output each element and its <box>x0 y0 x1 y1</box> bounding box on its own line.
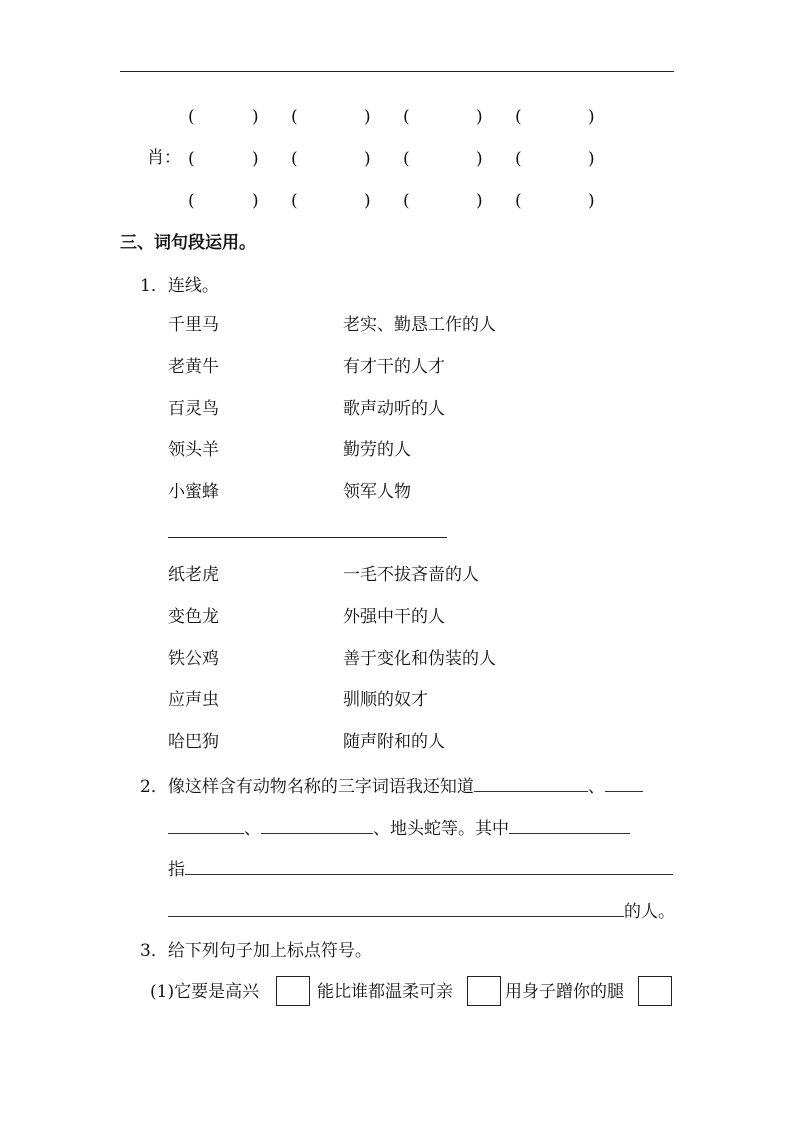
q3-label: 3．给下列句子加上标点符号。 <box>140 941 372 961</box>
q2-separator: 、 <box>587 777 605 797</box>
paren-row-label: 肖： <box>147 148 181 168</box>
answer-blank[interactable] <box>261 817 373 834</box>
close-paren: ) <box>588 191 595 211</box>
match-right-item: 歌声动听的人 <box>343 399 445 419</box>
match-left-item: 千里马 <box>168 315 219 335</box>
close-paren: ) <box>252 107 259 127</box>
q1-label: 1．连线。 <box>140 276 219 296</box>
match-right-item: 有才干的人才 <box>343 357 445 377</box>
open-paren: ( <box>188 107 195 127</box>
q2-line-2 <box>168 817 630 839</box>
match-left-item: 纸老虎 <box>168 565 219 585</box>
match-right-item: 善于变化和伪装的人 <box>343 649 496 669</box>
match-left-item: 百灵鸟 <box>168 399 219 419</box>
close-paren: ) <box>476 107 483 127</box>
close-paren: ) <box>252 191 259 211</box>
section-heading: 三、词句段运用。 <box>120 233 256 253</box>
q3-sentence-part: (1)它要是高兴 <box>150 982 260 1002</box>
match-left-item: 领头羊 <box>168 440 219 460</box>
punctuation-box[interactable] <box>467 976 501 1006</box>
group-divider <box>168 537 447 538</box>
close-paren: ) <box>364 149 371 169</box>
match-right-item: 随声附和的人 <box>343 732 445 752</box>
q2-zhi: 指 <box>168 860 185 880</box>
q3-sentence-part: 能比谁都温柔可亲 <box>317 982 453 1002</box>
close-paren: ) <box>476 149 483 169</box>
answer-blank[interactable] <box>474 775 588 792</box>
match-left-item: 应声虫 <box>168 690 219 710</box>
q2-label: 2．像这样含有动物名称的三字词语我还知道 <box>140 777 474 797</box>
open-paren: ( <box>291 149 298 169</box>
open-paren: ( <box>515 107 522 127</box>
q3-sentence-part: 用身子蹭你的腿 <box>505 982 624 1002</box>
q2-mid-text: 、地头蛇等。其中 <box>373 819 509 839</box>
q2-end: 的人。 <box>624 902 675 922</box>
answer-blank[interactable] <box>605 775 643 792</box>
open-paren: ( <box>188 191 195 211</box>
open-paren: ( <box>403 149 410 169</box>
open-paren: ( <box>291 107 298 127</box>
top-divider <box>120 71 674 72</box>
close-paren: ) <box>252 149 259 169</box>
match-left-item: 哈巴狗 <box>168 732 219 752</box>
match-left-item: 老黄牛 <box>168 357 219 377</box>
match-left-item: 铁公鸡 <box>168 649 219 669</box>
answer-blank[interactable] <box>185 858 673 875</box>
match-right-item: 一毛不拔吝啬的人 <box>343 565 479 585</box>
answer-blank[interactable] <box>168 900 624 917</box>
q2-separator: 、 <box>244 819 261 839</box>
answer-blank[interactable] <box>168 817 244 834</box>
punctuation-box[interactable] <box>276 976 310 1006</box>
open-paren: ( <box>515 149 522 169</box>
q2-line-1 <box>140 775 643 797</box>
close-paren: ) <box>364 191 371 211</box>
open-paren: ( <box>403 191 410 211</box>
open-paren: ( <box>188 149 195 169</box>
close-paren: ) <box>476 191 483 211</box>
q2-line-3 <box>168 858 673 880</box>
open-paren: ( <box>291 191 298 211</box>
match-right-item: 领军人物 <box>343 482 411 502</box>
punctuation-box[interactable] <box>638 976 672 1006</box>
match-right-item: 外强中干的人 <box>343 607 445 627</box>
answer-blank[interactable] <box>509 817 630 834</box>
close-paren: ) <box>588 107 595 127</box>
match-right-item: 驯顺的奴才 <box>343 690 428 710</box>
open-paren: ( <box>403 107 410 127</box>
match-right-item: 老实、勤恳工作的人 <box>343 315 496 335</box>
match-left-item: 小蜜蜂 <box>168 482 219 502</box>
match-right-item: 勤劳的人 <box>343 440 411 460</box>
q2-line-4 <box>168 900 675 922</box>
close-paren: ) <box>364 107 371 127</box>
open-paren: ( <box>515 191 522 211</box>
close-paren: ) <box>588 149 595 169</box>
match-left-item: 变色龙 <box>168 607 219 627</box>
